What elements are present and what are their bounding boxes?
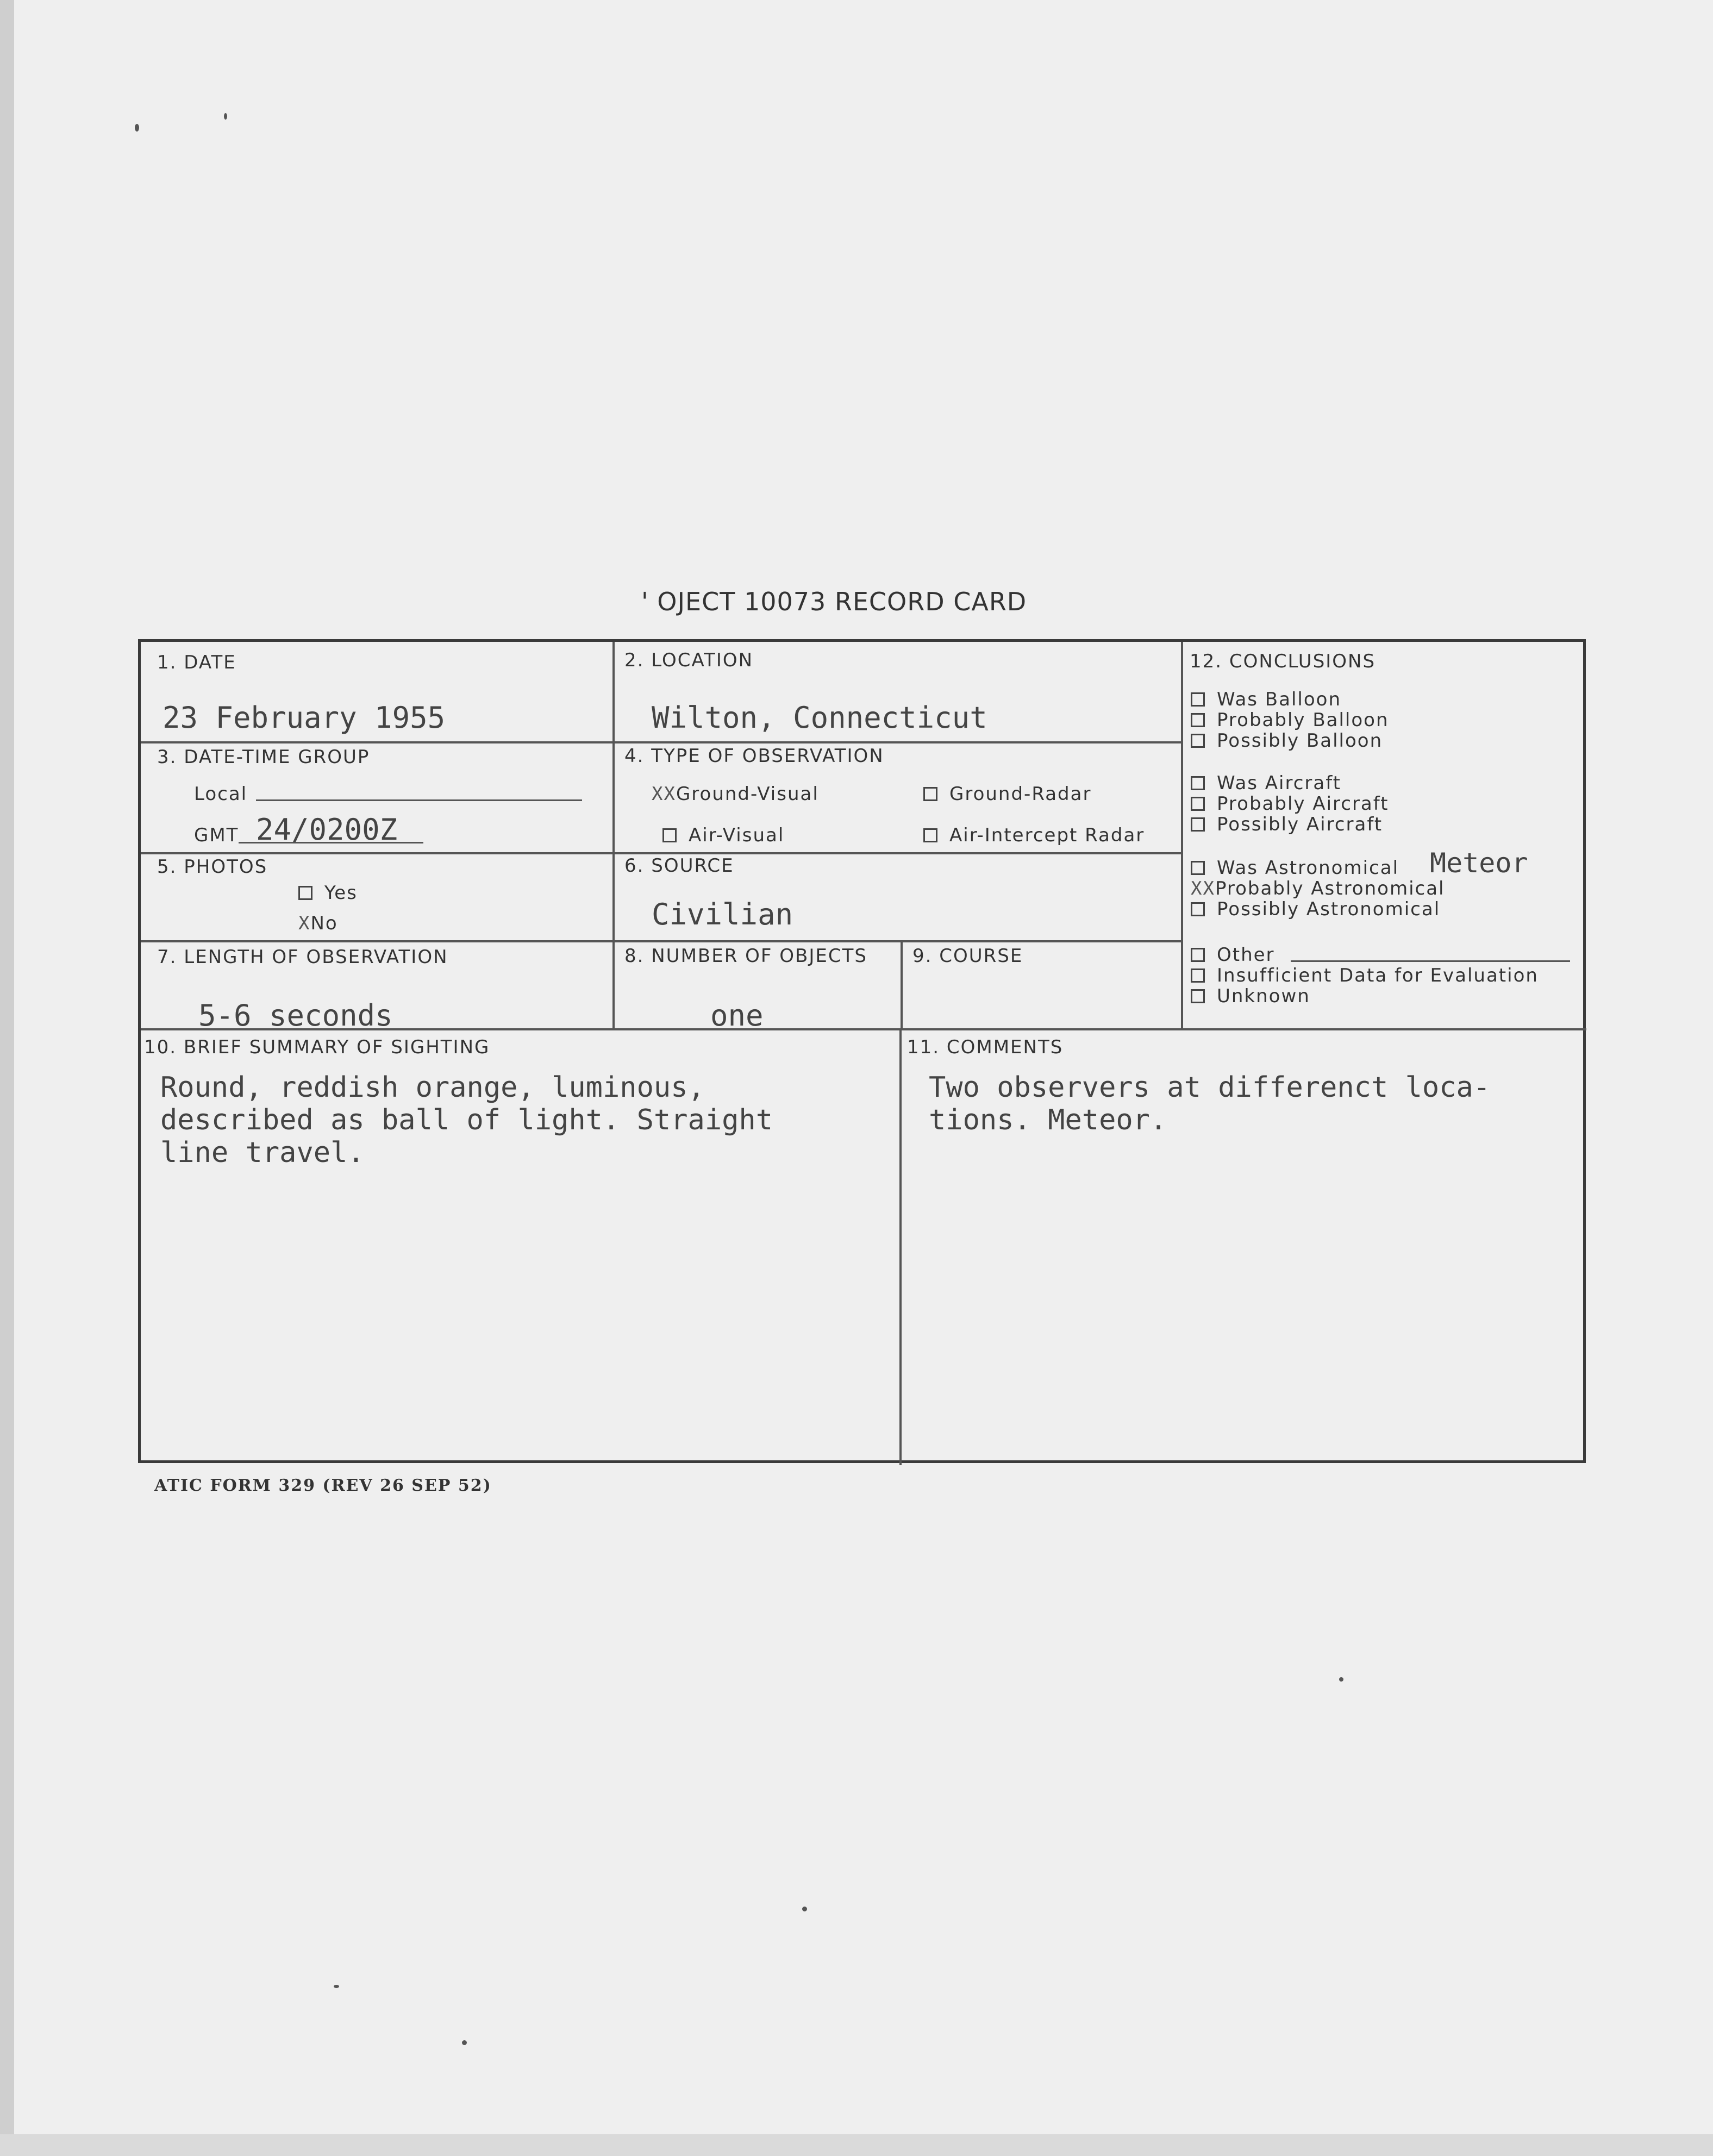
- divider: [899, 1030, 902, 1465]
- conclusion-insufficient-data: [1191, 965, 1539, 986]
- local-underline: [256, 799, 582, 801]
- checkbox: [1191, 902, 1205, 916]
- conclusion-probably-aircraft: [1191, 793, 1389, 815]
- conclusion-possibly-balloon: [1191, 730, 1383, 752]
- conclusion-text: Was Aircraft: [1217, 772, 1341, 794]
- comments-text: [929, 1071, 1490, 1136]
- probably-astronomical-mark: XX: [1191, 878, 1215, 899]
- air-intercept-radar-checkbox: [923, 828, 937, 842]
- photos-yes-checkbox: [298, 886, 312, 900]
- air-visual-checkbox: [662, 828, 677, 842]
- ground-radar-text: Ground-Radar: [949, 783, 1092, 805]
- scan-speck: [135, 124, 139, 132]
- form-footer: ATIC FORM 329 (REV 26 SEP 52): [154, 1476, 492, 1495]
- conclusion-probably-astronomical: [1191, 878, 1445, 899]
- conclusion-text: Possibly Balloon: [1217, 730, 1383, 752]
- summary-text: [160, 1071, 773, 1169]
- number-of-objects-label: 8. NUMBER OF OBJECTS: [624, 945, 867, 967]
- conclusion-unknown: [1191, 985, 1310, 1007]
- air-visual-text: Air-Visual: [689, 824, 785, 846]
- checkbox: [1191, 989, 1205, 1003]
- checkbox: [1191, 797, 1205, 811]
- photos-no-option: [298, 913, 338, 934]
- date-value: 23 February 1955: [162, 701, 446, 735]
- checkbox: [1191, 861, 1205, 875]
- checkbox: [1191, 734, 1205, 748]
- conclusion-possibly-aircraft: [1191, 814, 1383, 835]
- astronomical-note: Meteor: [1430, 847, 1528, 879]
- photos-yes-text: Yes: [324, 882, 358, 904]
- location-value: Wilton, Connecticut: [652, 701, 987, 735]
- card-title: ꞌ OJECT 10073 RECORD CARD: [641, 587, 1027, 616]
- date-time-group-label: 3. DATE-TIME GROUP: [157, 746, 370, 768]
- scan-edge-bottom: [0, 2134, 1713, 2156]
- conclusion-text: Probably Aircraft: [1217, 793, 1389, 815]
- divider: [141, 741, 1182, 743]
- conclusion-possibly-astronomical: [1191, 898, 1440, 920]
- checkbox: [1191, 968, 1205, 983]
- conclusion-was-aircraft: [1191, 772, 1341, 794]
- air-visual-option: [662, 824, 784, 846]
- scan-speck: [462, 2040, 467, 2045]
- conclusion-text: Probably Balloon: [1217, 709, 1389, 731]
- comments-line: Two observers at differenct loca-: [929, 1071, 1491, 1104]
- checkbox: [1191, 692, 1205, 707]
- scan-speck: [1339, 1677, 1343, 1682]
- conclusion-text: Probably Astronomical: [1215, 878, 1445, 899]
- gmt-label: GMT: [194, 824, 239, 846]
- scan-edge-left: [0, 0, 14, 2156]
- course-label: 9. COURSE: [912, 945, 1023, 967]
- checkbox: [1191, 713, 1205, 727]
- length-of-observation-value: 5-6 seconds: [198, 998, 393, 1033]
- divider: [141, 940, 1182, 942]
- conclusion-text: Insufficient Data for Evaluation: [1217, 965, 1539, 986]
- ground-visual-mark: XX: [652, 783, 676, 805]
- conclusion-probably-balloon: [1191, 709, 1389, 731]
- length-of-observation-label: 7. LENGTH OF OBSERVATION: [157, 946, 448, 968]
- date-label: 1. DATE: [157, 652, 236, 673]
- summary-line: line travel.: [160, 1136, 365, 1169]
- divider: [901, 942, 903, 1028]
- photos-no-text: No: [310, 913, 338, 934]
- conclusion-text: Possibly Aircraft: [1217, 814, 1383, 835]
- conclusions-label: 12. CONCLUSIONS: [1190, 651, 1376, 672]
- conclusion-text: Other: [1217, 944, 1275, 966]
- source-value: Civilian: [652, 897, 793, 932]
- ground-radar-option: [923, 783, 1091, 805]
- photos-label: 5. PHOTOS: [157, 856, 268, 878]
- source-label: 6. SOURCE: [624, 855, 734, 877]
- comments-label: 11. COMMENTS: [907, 1036, 1064, 1058]
- record-card: [138, 639, 1586, 1463]
- divider: [612, 642, 615, 1030]
- conclusion-text: Was Balloon: [1217, 689, 1342, 710]
- conclusion-was-balloon: [1191, 689, 1341, 710]
- type-of-observation-label: 4. TYPE OF OBSERVATION: [624, 745, 884, 767]
- gmt-value: 24/0200Z: [256, 813, 398, 847]
- air-intercept-radar-option: [923, 824, 1145, 846]
- ground-visual-text: Ground-Visual: [676, 783, 819, 805]
- photos-yes-option: [298, 882, 358, 904]
- location-label: 2. LOCATION: [624, 649, 754, 671]
- summary-label: 10. BRIEF SUMMARY OF SIGHTING: [144, 1036, 490, 1058]
- scan-speck: [224, 113, 227, 120]
- scan-speck: [802, 1907, 807, 1911]
- divider: [1181, 642, 1183, 1030]
- conclusion-text: Was Astronomical: [1217, 857, 1399, 879]
- checkbox: [1191, 817, 1205, 832]
- summary-line: Round, reddish orange, luminous,: [160, 1071, 705, 1104]
- scan-speck: [334, 1985, 339, 1988]
- ground-radar-checkbox: [923, 787, 937, 801]
- air-intercept-radar-text: Air-Intercept Radar: [949, 824, 1145, 846]
- photos-no-mark: X: [298, 913, 311, 934]
- comments-line: tions. Meteor.: [929, 1104, 1167, 1136]
- checkbox: [1191, 776, 1205, 790]
- local-label: Local: [194, 783, 248, 805]
- checkbox: [1191, 948, 1205, 962]
- conclusion-text: Unknown: [1217, 985, 1310, 1007]
- number-of-objects-value: one: [710, 998, 764, 1033]
- ground-visual-option: [652, 783, 819, 805]
- divider: [141, 852, 1182, 854]
- conclusion-was-astronomical: [1191, 857, 1399, 879]
- conclusion-text: Possibly Astronomical: [1217, 898, 1441, 920]
- other-underline: [1291, 960, 1570, 962]
- conclusion-other: [1191, 944, 1275, 966]
- summary-line: described as ball of light. Straight: [160, 1104, 773, 1136]
